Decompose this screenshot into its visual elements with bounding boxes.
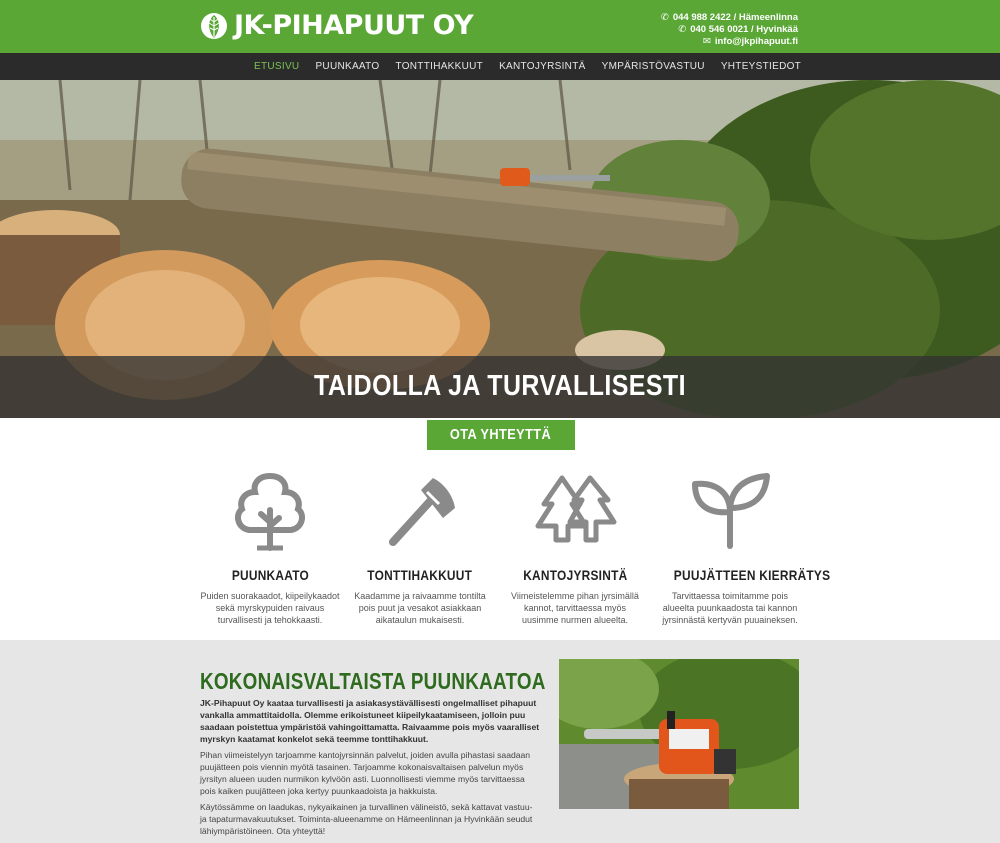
hero-banner: [0, 80, 1000, 418]
hero-title: TAIDOLLA JA TURVALLISESTI: [314, 370, 686, 402]
pine-trees-icon: [530, 470, 620, 552]
envelope-icon: ✉: [702, 36, 711, 47]
axe-icon: [375, 470, 465, 552]
chainsaw-image: [559, 659, 799, 809]
main-nav: [0, 53, 1000, 80]
service-description: Tarvittaessa toimitamme pois alueelta puunkaadosta tai kannon jyrsinnästä kertyvän puuaineksen.: [662, 591, 798, 625]
leaf-logo-icon: [200, 11, 228, 41]
service-title: TONTTIHAKKUUT: [367, 567, 473, 583]
phone-hameenlinna-text: 044 988 2422 / Hämeenlinna: [672, 12, 798, 23]
email-text: info@jkpihapuut.fi: [714, 36, 798, 47]
phone-hameenlinna[interactable]: [661, 12, 798, 24]
nav-item-tonttihakkuut[interactable]: TONTTIHAKKUUT: [395, 61, 484, 72]
logo[interactable]: [200, 11, 473, 41]
service-tonttihakkuut[interactable]: [350, 470, 490, 626]
sprout-icon: [685, 470, 775, 552]
service-description: Viimeistelemme pihan jyrsimällä kannot, tarvittaessa myös uusimme nurmen alueelta.: [511, 591, 639, 625]
service-description: Puiden suorakaadot, kiipeilykaadot sekä myrskypuiden raivaus turvallisesti ja tehokkaasti.: [200, 591, 340, 625]
tree-icon: [225, 470, 315, 552]
contact-us-button[interactable]: [427, 420, 575, 450]
contact-info: [661, 12, 798, 48]
about-paragraph-1: JK-Pihapuut Oy kaataa turvallisesti ja asiakasystävällisesti ongelmalliset pihapuut vankalla ammattitaidolla. Olemme erikoistuneet kiipeilykaatamiseen, jolloin puu saadaan poistettua ympäristöä vahingoittamatta. Raivaamme pois myös vaaralliset myrskyn kaatamat konkelot sekä teemme tonttihakkuut.: [200, 698, 540, 744]
phone-hyvinkaa-text: 040 546 0021 / Hyvinkää: [690, 24, 798, 35]
service-title: PUUNKAATO: [231, 567, 309, 583]
phone-icon: ✆: [678, 24, 687, 35]
brand-name: JK-PIHAPUUT OY: [234, 10, 474, 41]
service-puujatteen-kierratys[interactable]: [660, 470, 831, 626]
service-puunkaato[interactable]: [200, 470, 340, 626]
about-title: KOKONAISVALTAISTA PUUNKAATOA: [200, 668, 546, 694]
phone-icon: ✆: [660, 12, 669, 23]
contact-us-label: OTA YHTEYTTÄ: [450, 426, 552, 443]
nav-item-puunkaato[interactable]: PUUNKAATO: [315, 61, 380, 72]
service-title: PUUJÄTTEEN KIERRÄTYS: [673, 567, 831, 583]
chainsaw-photo: [559, 659, 799, 809]
service-title: KANTOJYRSINTÄ: [522, 567, 628, 583]
about-paragraph-2: Pihan viimeistelyyn tarjoamme kantojyrsinnän palvelut, joiden avulla pihastasi saadaan puujätteen pois viennin myötä tasainen. Tarjoamme kokonaisvaltaisen palvelun myös jyrsityn alueen uuden nurmikon kylvöön asti. Luonnollisesti viemme myös tarvittaessa pois kaiken puujätteen joka kertyy puunkaadoista ja hakkuista.: [200, 750, 531, 796]
phone-hyvinkaa[interactable]: [661, 24, 798, 36]
nav-item-kantojyrsinta[interactable]: KANTOJYRSINTÄ: [499, 61, 586, 72]
service-description: Kaadamme ja raivaamme tontilta pois puut ja vesakot asiakkaan aikataulun mukaisesti.: [354, 591, 486, 625]
services-section: [200, 470, 831, 630]
nav-item-yhteystiedot[interactable]: YHTEYSTIEDOT: [720, 61, 802, 72]
about-paragraph-3: Käytössämme on laadukas, nykyaikainen ja turvallinen välineistö, sekä kattavat vastuu- ja tapaturmavakuutukset. Toiminta-alueenamme on Hämeenlinnan ja Hyvinkään seudut lähiympäristöineen. Ota yhteyttä!: [200, 802, 533, 836]
email-link[interactable]: [661, 36, 798, 48]
header-bar: [0, 0, 1000, 53]
nav-item-ymparistovastuu[interactable]: YMPÄRISTÖVASTUU: [601, 61, 705, 72]
nav-item-etusivu[interactable]: ETUSIVU: [254, 61, 300, 72]
service-kantojyrsinta[interactable]: [505, 470, 645, 626]
